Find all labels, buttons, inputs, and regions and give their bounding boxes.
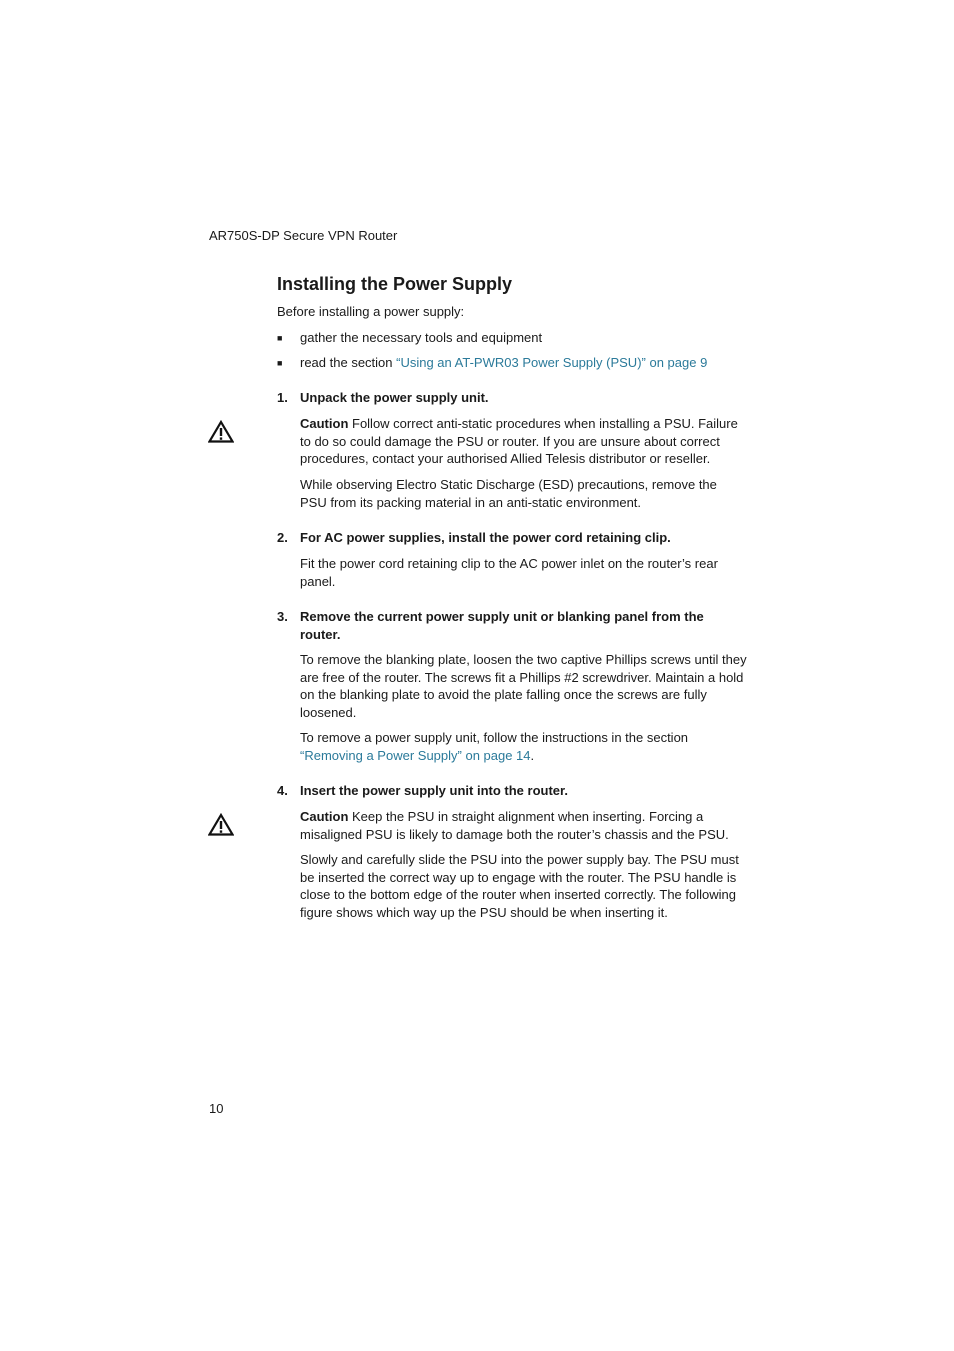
step-title: For AC power supplies, install the power cord retaining clip. — [300, 530, 671, 545]
bullet-text: read the section — [300, 355, 397, 370]
running-header: AR750S-DP Secure VPN Router — [209, 228, 398, 243]
step-title: Unpack the power supply unit. — [300, 390, 489, 405]
step-number: 1. — [277, 390, 288, 405]
step-heading — [277, 529, 747, 547]
step-heading — [277, 782, 747, 800]
bullet-square-icon: ■ — [277, 358, 283, 368]
step-title: Insert the power supply unit into the router. — [300, 783, 568, 798]
page-number: 10 — [209, 1101, 224, 1116]
bullet-text: gather the necessary tools and equipment — [300, 330, 543, 345]
caution-label: Caution — [300, 416, 349, 431]
warning-triangle-icon — [208, 813, 234, 837]
step-number: 4. — [277, 783, 288, 798]
section-title: Installing the Power Supply — [277, 274, 513, 294]
reference-suffix: . — [530, 747, 535, 763]
step-body: Slowly and carefully slide the PSU into the power supply bay. The PSU must be inserted the correct way up to engage with the router. The PSU handle is close to the bottom edge of the router when inserted correctly. The following figure shows which way up the PSU should be when inserting it. — [300, 852, 739, 920]
step-body: Fit the power cord retaining clip to the AC power inlet on the router’s rear panel. — [300, 556, 718, 589]
bullet-item — [277, 354, 747, 372]
bullet-square-icon: ■ — [277, 333, 283, 343]
caution-text: Follow correct anti-static procedures when installing a PSU. Failure to do so could damage the PSU or router. If you are unsure about correct procedures, contact your authorised Allied Telesis distributor or reseller. — [300, 416, 738, 467]
intro-text: Before installing a power supply: — [277, 304, 465, 319]
step-number: 3. — [277, 609, 288, 624]
step-body-reference — [300, 729, 747, 764]
step-heading — [277, 389, 747, 407]
bullet-item — [277, 329, 747, 347]
caution-label: Caution — [300, 809, 349, 824]
cross-reference-link[interactable]: “Removing a Power Supply” on page 14 — [300, 747, 531, 763]
warning-triangle-icon — [208, 420, 234, 444]
cross-reference-link[interactable]: “Using an AT-PWR03 Power Supply (PSU)” on page 9 — [396, 355, 708, 370]
caution-text: Keep the PSU in straight alignment when inserting. Forcing a misaligned PSU is likely to damage both the router’s chassis and the PSU. — [300, 809, 729, 842]
step-body: To remove the blanking plate, loosen the two captive Phillips screws until they are free of the router. The screws fit a Phillips #2 screwdriver. Maintain a hold on the blanking plate to avoid the plate falling once the screws are fully loosened. — [300, 652, 747, 720]
reference-prefix: To remove a power supply unit, follow the instructions in the section — [300, 730, 689, 745]
step-number: 2. — [277, 530, 288, 545]
caution-note — [300, 808, 747, 843]
step-body: While observing Electro Static Discharge (ESD) precautions, remove the PSU from its packing material in an anti-static environment. — [300, 477, 717, 510]
step-title: Remove the current power supply unit or blanking panel from the router. — [300, 609, 704, 642]
caution-note — [300, 415, 747, 468]
step-heading — [277, 608, 747, 643]
